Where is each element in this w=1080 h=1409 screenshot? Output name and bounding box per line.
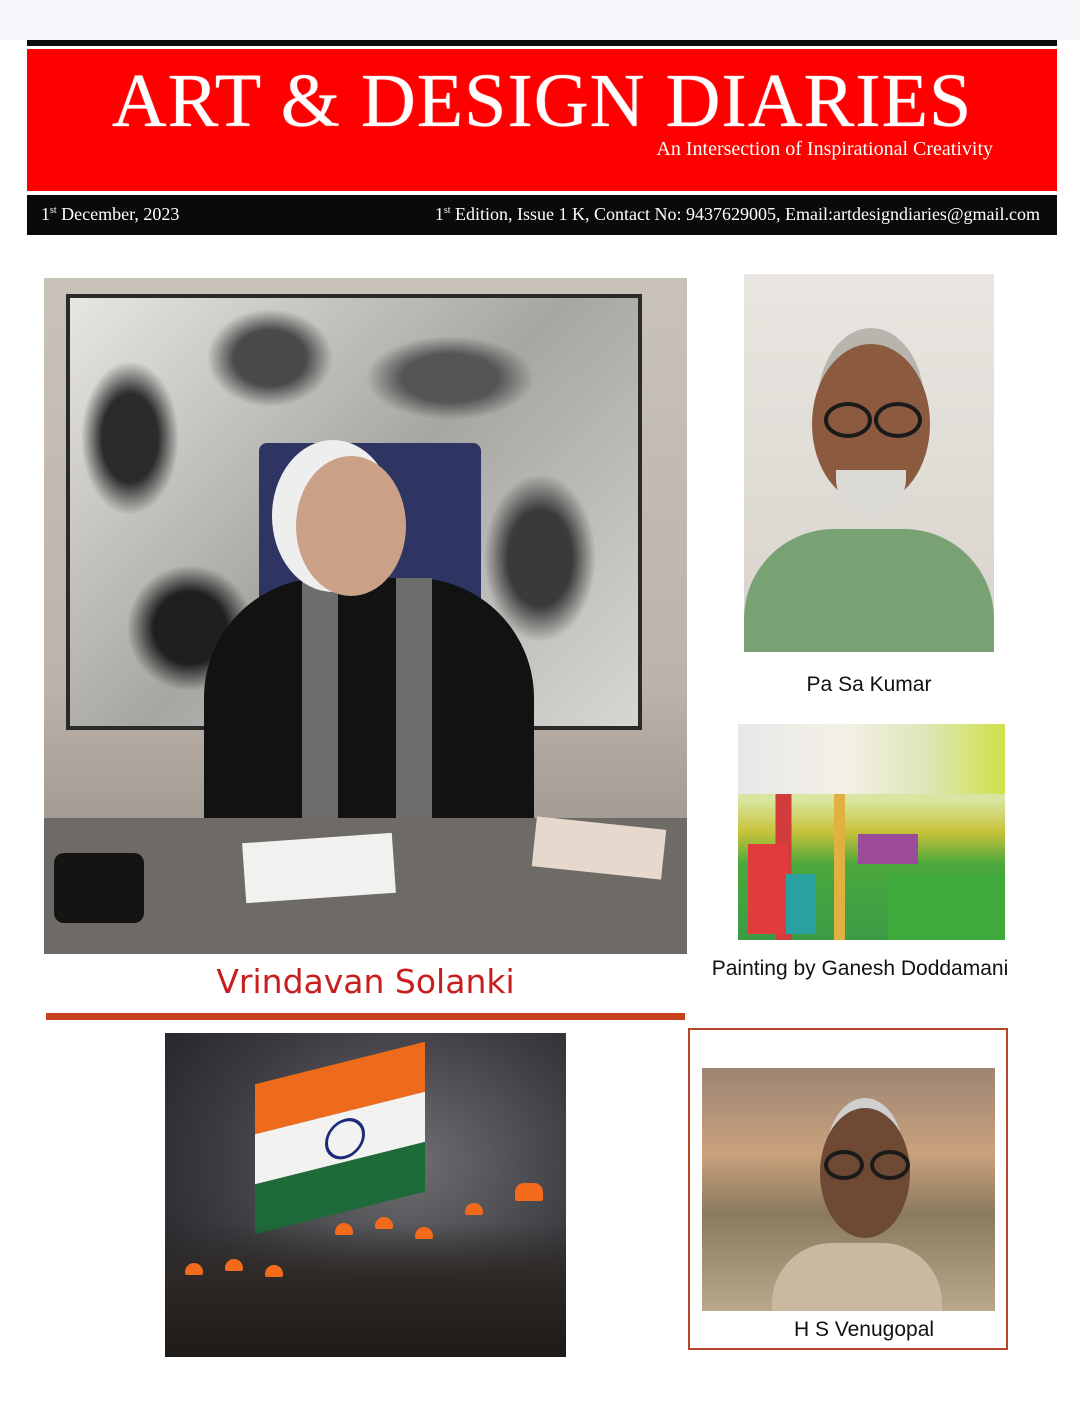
portrait-3-caption: H S Venugopal [793,1318,935,1341]
glasses-icon [824,1150,864,1180]
section-divider [46,1013,685,1020]
glasses-icon [870,1150,910,1180]
camera [54,853,144,923]
glasses-icon [874,402,922,438]
paint-streak [738,724,1005,794]
paint-streak [888,874,1005,940]
h-s-venugopal-photo [702,1068,995,1311]
desk-papers [242,833,396,903]
helmet-icon [465,1203,483,1215]
publication-tagline: An Intersection of Inspirational Creativity [656,138,993,160]
issue-edition-contact: 1st Edition, Issue 1 K, Contact No: 9437629005, Email:artdesigndiaries@gmail.com [434,204,1040,224]
workers-group [165,1223,566,1357]
masthead-top-rule [27,40,1057,46]
glasses-icon [824,402,872,438]
vrindavan-solanki-photo [44,278,687,954]
paint-streak [786,874,816,934]
helmet-icon [515,1183,543,1201]
indian-flag-icon [255,1042,425,1234]
issue-info-bar [27,195,1057,235]
scarf [396,578,432,818]
masthead [27,49,1057,191]
issue-date: 1st December, 2023 [41,204,180,224]
helmet-icon [265,1265,283,1277]
main-photo-caption: Vrindavan Solanki [216,962,515,1001]
painting-caption: Painting by Ganesh Doddamani [711,957,1009,980]
ashoka-chakra-icon [325,1114,365,1164]
tunnel-rescue-flag-image [165,1033,566,1357]
publication-title: ART & DESIGN DIARIES [111,59,973,143]
helmet-icon [185,1263,203,1275]
helmet-icon [225,1259,243,1271]
artist-figure [204,578,534,848]
scarf [302,578,338,818]
paint-streak [858,834,918,864]
pa-sa-kumar-photo [744,274,994,652]
ganesh-doddamani-painting [738,724,1005,940]
browser-top-strip [0,0,1080,40]
helmet-icon [415,1227,433,1239]
paint-streak [748,844,788,934]
portrait-body [744,529,994,652]
portrait-body [772,1243,942,1311]
portrait-beard [836,470,906,514]
portrait-1-caption: Pa Sa Kumar [806,673,932,696]
helmet-icon [375,1217,393,1229]
artist-head [296,456,406,596]
helmet-icon [335,1223,353,1235]
